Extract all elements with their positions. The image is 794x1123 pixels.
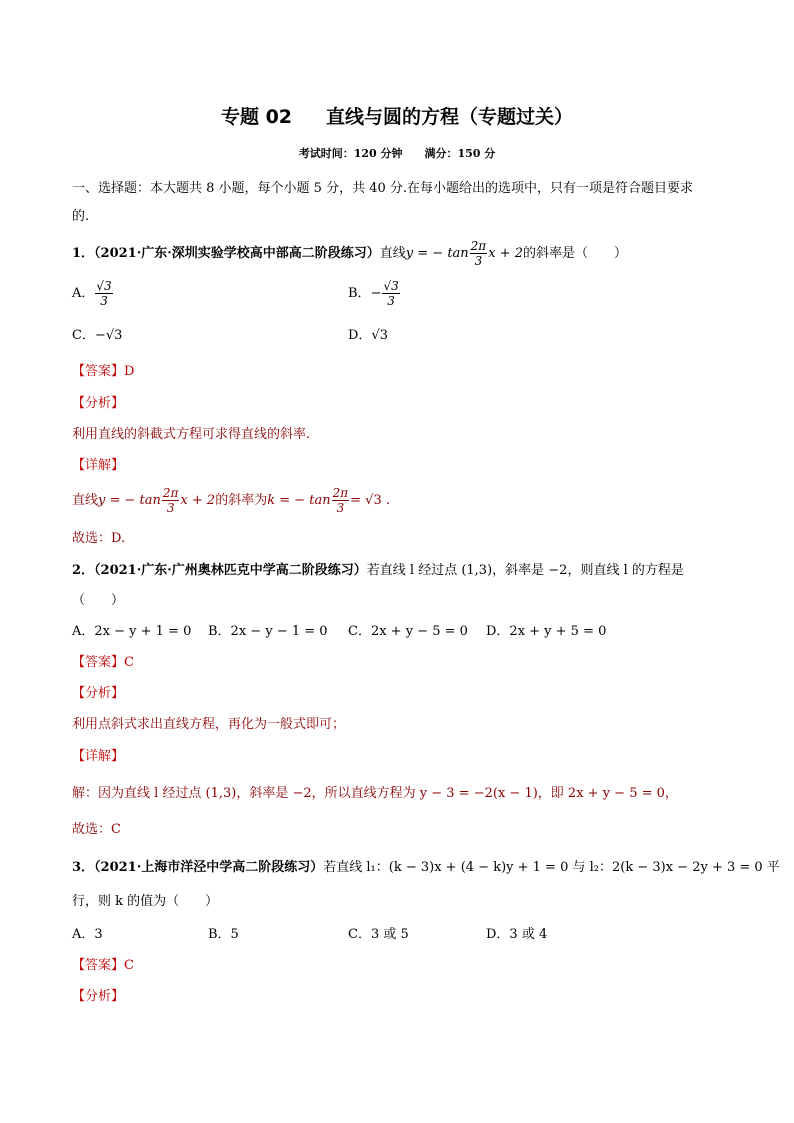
q1-fraction: $\frac{2\pi}{3}$: [470, 239, 487, 268]
q3-option-d: D．3 或 4: [486, 927, 548, 942]
q2-detail: 解：因为直线 l 经过点 (1,3)，斜率是 −2，所以直线方程为 y − 3 = −2(x − 1)，即 2x + y − 5 = 0，: [72, 786, 678, 801]
q2-option-a: A．2x − y + 1 = 0: [72, 624, 192, 639]
q2-analysis-tag: 【分析】: [72, 686, 125, 701]
q1-option-a: A． $\frac{√3}{3}$: [72, 279, 112, 308]
q2-option-d: D．2x + y + 5 = 0: [486, 624, 607, 639]
q2-source: 2．（2021·广东·广州奥林匹克中学高二阶段练习）: [72, 563, 367, 578]
q1-detail: 直线 y = − tan $\frac{2\pi}{3}$ x + 2 的斜率为 k = − tan $\frac{2\pi}{3}$ = √3 .: [72, 486, 391, 515]
q1-choose: 故选：D.: [72, 531, 126, 546]
q2-stem-line2: （ ）: [72, 593, 125, 608]
q3-option-a: A．3: [72, 927, 103, 942]
q1-answer: 【答案】D: [72, 364, 135, 379]
q1-option-c: C．−√3: [72, 328, 123, 343]
q1-option-b: B． − $\frac{√3}{3}$: [348, 279, 399, 308]
q2-option-c: C．2x + y − 5 = 0: [348, 624, 468, 639]
exam-score: 满分：150 分: [424, 147, 496, 160]
q3-stem: 3．（2021·上海市洋泾中学高二阶段练习）若直线 l₁：(k − 3)x + (4 − k)y + 1 = 0 与 l₂：2(k − 3)x − 2y + 3 = 0 平: [72, 860, 780, 875]
section-instructions-line2: 的.: [72, 209, 90, 224]
q1-detail-tag: 【详解】: [72, 458, 125, 473]
exam-time: 考试时间：120 分钟: [298, 147, 403, 160]
q1-expr-right: x + 2: [488, 246, 523, 261]
q1-expr-left: y = − tan: [405, 246, 469, 261]
q1-option-a-fraction: $\frac{√3}{3}$: [96, 279, 112, 308]
title-topic-number: 专题 02: [220, 106, 293, 128]
title-topic-name: 直线与圆的方程（专题过关）: [326, 106, 574, 128]
exam-info: [0, 148, 794, 159]
q3-analysis-tag: 【分析】: [72, 989, 125, 1004]
q3-source: 3．（2021·上海市洋泾中学高二阶段练习）: [72, 860, 324, 875]
page-title: [0, 108, 794, 127]
section-instructions-line1: 一、选择题：本大题共 8 小题，每个小题 5 分，共 40 分.在每小题给出的选项中，只有一项是符合题目要求: [72, 181, 694, 196]
q2-stem: 2．（2021·广东·广州奥林匹克中学高二阶段练习）若直线 l 经过点 (1,3)，斜率是 −2，则直线 l 的方程是: [72, 563, 684, 578]
q1-analysis-tag: 【分析】: [72, 396, 125, 411]
q1-source: 1．（2021·广东·深圳实验学校高中部高二阶段练习）: [72, 246, 380, 261]
q1-stem-pre: 直线: [379, 246, 406, 261]
q2-analysis: 利用点斜式求出直线方程，再化为一般式即可；: [72, 717, 346, 732]
q1-stem-post: 的斜率是（ ）: [522, 246, 627, 261]
q3-option-c: C．3 或 5: [348, 927, 409, 942]
q3-stem-line2: 行，则 k 的值为（ ）: [72, 894, 219, 909]
q3-answer: 【答案】C: [72, 958, 134, 973]
q2-choose: 故选：C: [72, 822, 121, 837]
q1-option-d: D．√3: [348, 328, 388, 343]
q2-detail-tag: 【详解】: [72, 749, 125, 764]
q3-option-b: B．5: [208, 927, 239, 942]
q2-answer: 【答案】C: [72, 655, 134, 670]
q2-option-b: B．2x − y − 1 = 0: [208, 624, 328, 639]
q1-analysis: 利用直线的斜截式方程可求得直线的斜率.: [72, 427, 311, 442]
q1-stem: [72, 240, 627, 267]
q1-option-b-fraction: $\frac{√3}{3}$: [383, 279, 399, 308]
